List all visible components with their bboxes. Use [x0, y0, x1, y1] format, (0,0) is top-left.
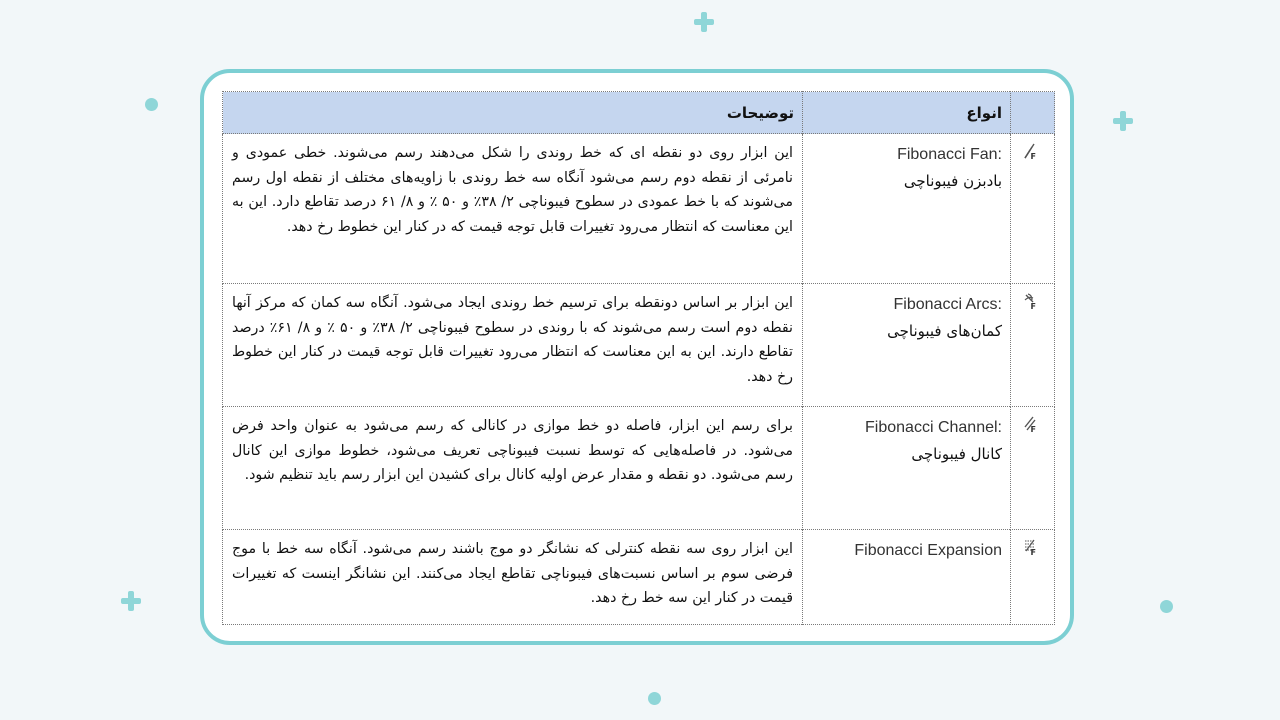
svg-text:F: F	[1030, 548, 1036, 556]
type-cell	[803, 530, 1011, 625]
icon-cell	[1011, 284, 1055, 407]
icon-cell	[1011, 530, 1055, 625]
decor-plus-icon	[1113, 111, 1133, 131]
type-persian-name: کمان‌های فیبوناچی	[887, 322, 1002, 340]
type-cell	[803, 407, 1011, 530]
header-description: توضیحات	[223, 92, 803, 134]
decor-plus-icon	[694, 12, 714, 32]
type-persian-name: کانال فیبوناچی	[911, 445, 1002, 463]
header-icon-cell	[1011, 92, 1055, 134]
svg-text:F: F	[1030, 302, 1036, 310]
type-cell	[803, 284, 1011, 407]
fibonacci-tools-table	[222, 91, 1055, 625]
decor-dot-icon	[1160, 600, 1173, 613]
type-cell	[803, 134, 1011, 284]
decor-dot-icon	[145, 98, 158, 111]
fibonacci-tools-table-container	[222, 91, 1054, 625]
description-cell: این ابزار روی دو نقطه ای که خط روندی را شکل می‌دهند رسم می‌شوند. خطی عمودی و نامرئی از نقطه دوم رسم می‌شود آنگاه سه خط روندی با زاویه‌های مختلف از نقطه اول رسم می‌شوند که با خط عمودی در سطوح فیبوناچی ۲/ ۳۸٪ و ۵۰ ٪ و ۸/ ۶۱ درصد تقاطع دارد. این به این معناست که انتظار می‌رود تغییرات قابل توجه قیمت که در کنار این خطوط رخ دهد.	[223, 134, 803, 284]
type-english-name: Fibonacci Expansion	[854, 542, 1002, 559]
table-row	[223, 407, 1055, 530]
svg-text:F: F	[1030, 425, 1036, 433]
table-row	[223, 134, 1055, 284]
icon-cell	[1011, 407, 1055, 530]
description-cell: برای رسم این ابزار، فاصله دو خط موازی در کانالی که رسم می‌شود به عنوان واحد فرض می‌شود. در فاصله‌هایی که توسط نسبت فیبوناچی تعریف می‌شود، خطوط موازی این کانال رسم می‌شود. دو نقطه و مقدار عرض اولیه کانال برای کشیدن این ابزار رسم باید تنظیم شود.	[223, 407, 803, 530]
table-header-row	[223, 92, 1055, 134]
fibonacci-channel-icon	[1023, 415, 1043, 433]
header-type: انواع	[803, 92, 1011, 134]
table-row	[223, 530, 1055, 625]
icon-cell	[1011, 134, 1055, 284]
svg-text:F: F	[1030, 152, 1036, 160]
fibonacci-arcs-icon	[1023, 292, 1043, 310]
type-english-name: Fibonacci Arcs:	[893, 296, 1002, 313]
description-cell: این ابزار روی سه نقطه کنترلی که نشانگر دو موج باشند رسم می‌شود. آنگاه سه خط با موج فرضی سوم بر اساس نسبت‌های فیبوناچی تقاطع ایجاد می‌کنند. این نشانگر اینست که تغییرات قیمت در کنار این سه خط رخ دهد.	[223, 530, 803, 625]
type-persian-name: بادبزن فیبوناچی	[903, 172, 1002, 190]
description-cell: این ابزار بر اساس دونقطه برای ترسیم خط روندی ایجاد می‌شود. آنگاه سه کمان که مرکز آنها نقطه دوم است رسم می‌شوند که با روندی در سطوح فیبوناچی ۲/ ۳۸٪ و ۵۰ ٪ و ۸/ ۶۱٪ درصد تقاطع دارند. این به این معناست که انتظار می‌رود تغییرات قابل توجه قیمت در کنار این خطوط رخ دهد.	[223, 284, 803, 407]
decor-dot-icon	[648, 692, 661, 705]
decor-plus-icon	[121, 591, 141, 611]
type-english-name: Fibonacci Channel:	[865, 419, 1002, 436]
table-row	[223, 284, 1055, 407]
fibonacci-expansion-icon	[1023, 538, 1043, 556]
type-english-name: Fibonacci Fan:	[897, 146, 1002, 163]
fibonacci-fan-icon	[1023, 142, 1043, 160]
